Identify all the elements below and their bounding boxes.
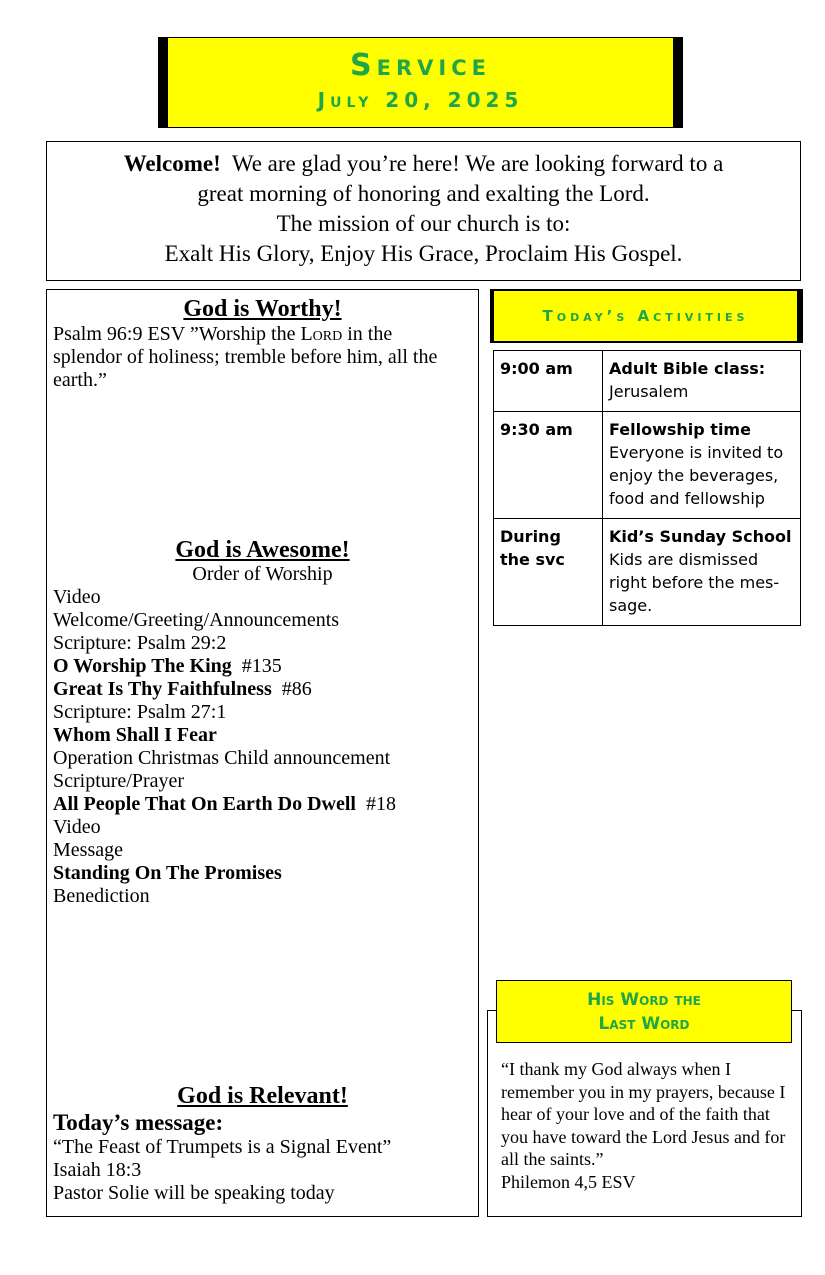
worship-item [53,747,472,770]
activity-time: 9:00 am [494,351,603,412]
worthy-heading: God is Worthy! [183,296,342,322]
hymn-number: #18 [355,793,396,815]
mission-intro: The mission of our church is to: [276,211,571,236]
worthy-scripture [53,323,458,392]
activities-header-label: Today’s Activities [494,291,797,341]
left-column [46,289,479,1217]
worship-item [53,862,472,885]
welcome-line-1-rest: We are glad you’re here! We are looking forward to a [231,151,724,176]
worship-item-text: Benediction [53,885,150,907]
worship-item [53,816,472,839]
worship-item-text: All People That On Earth Do Dwell [53,793,356,815]
activity-row [494,412,801,519]
activity-detail: Jerusalem [609,382,689,401]
worship-item-text: Standing On The Promises [53,862,282,884]
worship-item [53,678,472,701]
welcome-lead: Welcome! [123,151,221,176]
worship-item [53,632,472,655]
worship-item-text: Operation Christmas Child announcement [53,747,391,769]
worship-item [53,609,472,632]
welcome-line-1 [47,149,800,179]
activity-description [603,351,801,412]
worship-item [53,724,472,747]
activity-title: Fellowship time [609,420,751,439]
worship-item [53,839,472,862]
order-of-worship-subtitle: Order of Worship [192,563,333,585]
his-word-header [496,980,792,1043]
worship-item-text: Whom Shall I Fear [53,724,217,746]
welcome-line-2: great morning of honoring and exalting the Lord. [197,181,650,206]
welcome-box [46,141,801,281]
service-title: Service [350,48,491,83]
worship-item-text: Scripture/Prayer [53,770,185,792]
his-word-header-line-1: His Word the [587,990,701,1010]
activity-row [494,519,801,626]
activity-time: 9:30 am [494,412,603,519]
worship-item-text: O Worship The King [53,655,232,677]
worship-item-text: Scripture: Psalm 29:2 [53,632,227,654]
worthy-ref: Psalm 96:9 ESV ”Worship the [53,323,301,345]
activity-description [603,519,801,626]
worship-item-text: Great Is Thy Faithfulness [53,678,272,700]
activity-detail: Everyone is invited to enjoy the beverages, food and fellowship [609,443,784,508]
worship-item-text: Message [53,839,123,861]
activity-description [603,412,801,519]
title-banner-inner [168,38,673,127]
activity-title: Kid’s Sunday School [609,527,792,546]
his-word-text [501,1058,796,1193]
worship-item [53,586,472,609]
message-speaker: Pastor Solie will be speaking today [53,1182,335,1204]
message-scripture: Isaiah 18:3 [53,1159,142,1181]
worship-item [53,701,472,724]
activity-title: Adult Bible class: [609,359,766,378]
activity-detail: Kids are dismissed right before the mes-sage. [609,550,780,615]
his-word-reference: Philemon 4,5 ESV [501,1171,636,1192]
awesome-heading: God is Awesome! [175,537,350,563]
service-date: July 20, 2025 [317,88,524,112]
mission-statement: Exalt His Glory, Enjoy His Grace, Proclaim His Gospel. [164,241,683,266]
order-of-worship-list [53,586,472,908]
relevant-heading: God is Relevant! [177,1083,348,1109]
worship-item [53,655,472,678]
title-banner [158,37,683,128]
worship-item [53,770,472,793]
worship-item-text: Video [53,586,101,608]
message-title: “The Feast of Trumpets is a Signal Event” [53,1136,392,1158]
activity-row [494,351,801,412]
worship-item-text: Video [53,816,101,838]
worship-item [53,885,472,908]
his-word-header-line-2: Last Word [598,1014,690,1034]
worthy-text-rest: in the splendor of holiness; tremble before him, all the earth.” [53,323,438,391]
activities-table-body [494,351,801,626]
his-word-quote: “I thank my God always when I remember you in my prayers, because I hear of your love and of the faith that you have toward the Lord Jesus and for all the saints.” [501,1059,786,1169]
worship-item-text: Welcome/Greeting/Announcements [53,609,340,631]
message-heading: Today’s message: [53,1110,224,1135]
hymn-number: #135 [231,655,282,677]
activity-time: During the svc [494,519,603,626]
hymn-number: #86 [271,678,312,700]
activities-table [493,350,801,626]
message-details [53,1136,472,1205]
activities-header [490,289,803,343]
lord-smallcaps: Lord [300,323,343,345]
worship-item [53,793,472,816]
worship-item-text: Scripture: Psalm 27:1 [53,701,227,723]
